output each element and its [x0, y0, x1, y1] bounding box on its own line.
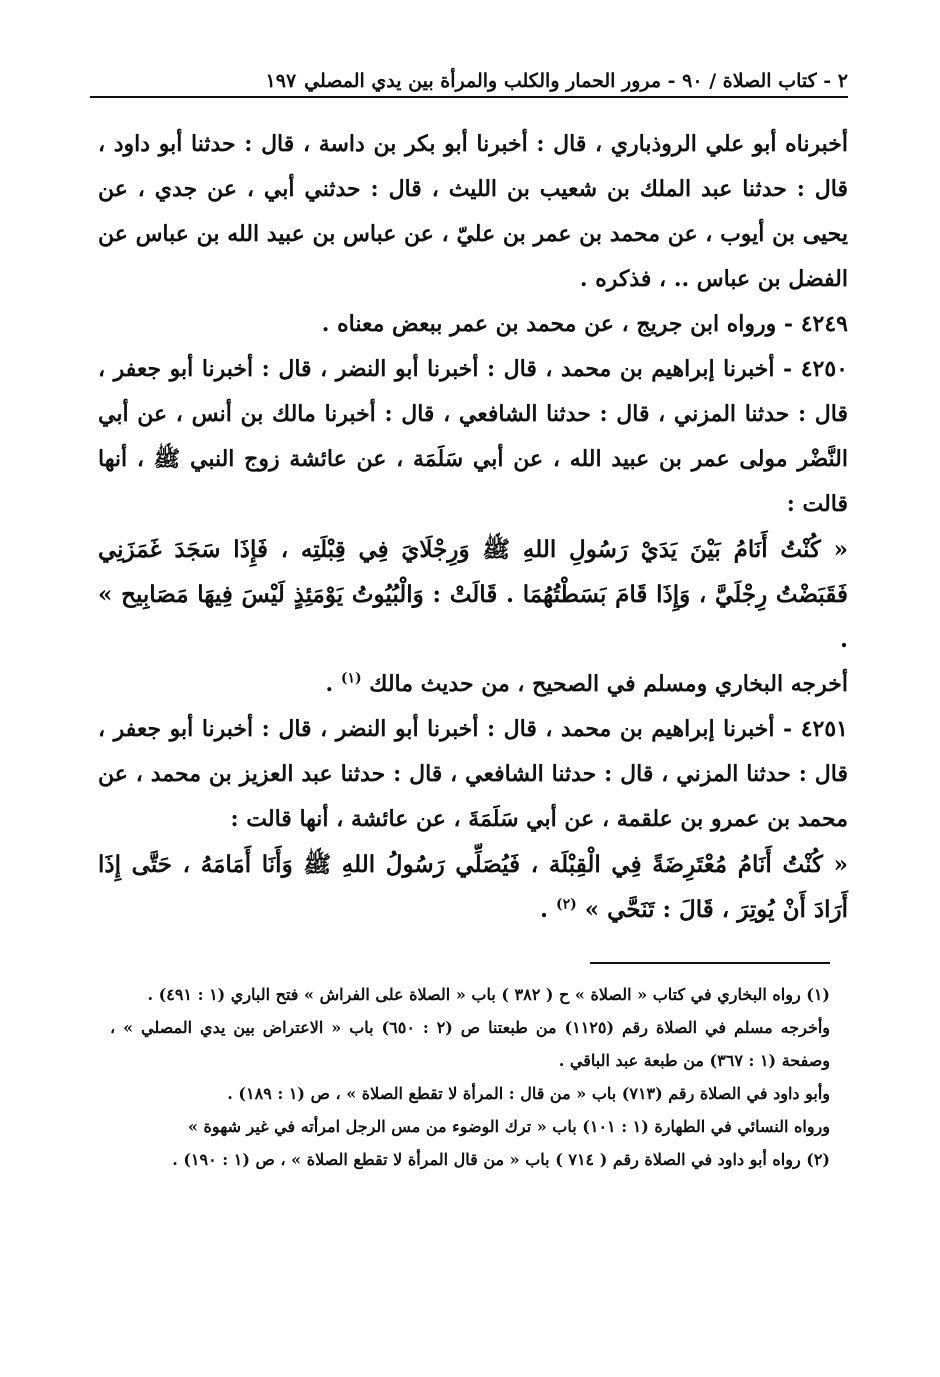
footnote-divider	[590, 962, 830, 964]
paragraph-takhrij	[98, 662, 848, 707]
footnote-1-abudawud: وأبو داود في الصلاة رقم (٧١٣) باب « من قال : المرأة لا تقطع الصلاة » ، ص (١ : ١٨٩) .	[227, 1084, 830, 1103]
footnote-1: (١) رواه البخاري في كتاب « الصلاة » ح ( ٣٨٢ ) باب « الصلاة على الفراش » فتح الباري (١ : ٤٩١) .	[147, 985, 830, 1004]
page-number: ١٩٧	[265, 70, 297, 92]
hadith-text-1: « كُنْتُ أَنَامُ بَيْنَ يَدَيْ رَسُولِ اللهِ ﷺ وَرِجْلَايَ فِي قِبْلَتِه ، فَإِذَا سَجَدَ غَمَزَنِي فَقَبَضْتُ رِجْلَيَّ ، وَإِذَا قَامَ بَسَطْتُهُمَا . قَالَتْ : وَالْبُيُوتُ يَوْمَئِذٍ لَيْسَ فِيهَا مَصَابِيح » .	[98, 536, 848, 653]
paragraph-4249: ٤٢٤٩ - ورواه ابن جريج ، عن محمد بن عمر ببعض معناه .	[321, 311, 848, 337]
footnote-ref-2: (٢)	[556, 896, 577, 913]
footnote-1-muslim: وأخرجه مسلم في الصلاة رقم (١١٢٥) من طبعتنا ص (٢ : ٦٥٠) باب « الاعتراض بين يدي المصلي » ، وصفحة (١ : ٣٦٧) من طبعة عبد الباقي .	[110, 1018, 831, 1070]
footnote-ref-1: (١)	[340, 670, 362, 687]
takhrij-text: أخرجه البخاري ومسلم في الصحيح ، من حديث مالك	[369, 671, 848, 697]
running-header	[90, 62, 848, 98]
footnote-1-nasai: ورواه النسائي في الطهارة (١ : ١٠١) باب « ترك الوضوء من مس الرجل امرأته في غير شهوة »	[187, 1117, 830, 1136]
footnotes	[110, 978, 830, 1176]
main-text	[98, 122, 848, 932]
takhrij-end: .	[325, 671, 341, 697]
hadith-2-body: « كُنْتُ أَنَامُ مُعْتَرِضَةً فِي الْقِبْلَة ، فَيُصَلِّي رَسُولُ اللهِ ﷺ وَأَنَا أَمَامَهُ ، حَتَّى إِذَا أَرَادَ أَنْ يُوتِرَ ، قَالَ : تَنَحَّي »	[98, 851, 848, 923]
hadith-text-2	[98, 842, 848, 932]
paragraph-4251: ٤٢٥١ - أخبرنا إبراهيم بن محمد ، قال : أخبرنا أبو النضر ، قال : أخبرنا أبو جعفر ، قال : حدثنا المزني ، قال : حدثنا الشافعي ، قال : حدثنا عبد العزيز بن محمد ، عن محمد بن عمرو بن علقمة ، عن أبي سَلَمَةَ ، عن عائشة ، أنها قالت :	[98, 716, 848, 832]
paragraph-isnad-1: أخبرناه أبو علي الروذباري ، قال : أخبرنا أبو بكر بن داسة ، قال : حدثنا أبو داود ، قال : حدثنا عبد الملك بن شعيب بن الليث ، قال : حدثني أبي ، عن جدي ، عن يحيى بن أيوب ، عن محمد بن عمر بن عليّ ، عن عباس بن عبيد الله بن عباس عن الفضل بن عباس .. ، فذكره .	[98, 131, 848, 292]
footnote-2: (٢) رواه أبو داود في الصلاة رقم ( ٧١٤ ) باب « من قال المرأة لا تقطع الصلاة » ، ص (١ : ١٩٠) .	[172, 1150, 830, 1169]
header-title: ٢ - كتاب الصلاة / ٩٠ - مرور الحمار والكلب والمرأة بين يدي المصلي	[304, 70, 848, 92]
hadith-2-end: .	[539, 896, 556, 923]
paragraph-4250: ٤٢٥٠ - أخبرنا إبراهيم بن محمد ، قال : أخبرنا أبو النضر ، قال : أخبرنا أبو جعفر ، قال : حدثنا المزني ، قال : حدثنا الشافعي ، قال : أخبرنا مالك بن أنس ، عن أبي النَّضْر مولى عمر بن عبيد الله ، عن أبي سَلَمَة ، عن عائشة زوج النبي ﷺ ، أنها قالت :	[98, 356, 848, 517]
